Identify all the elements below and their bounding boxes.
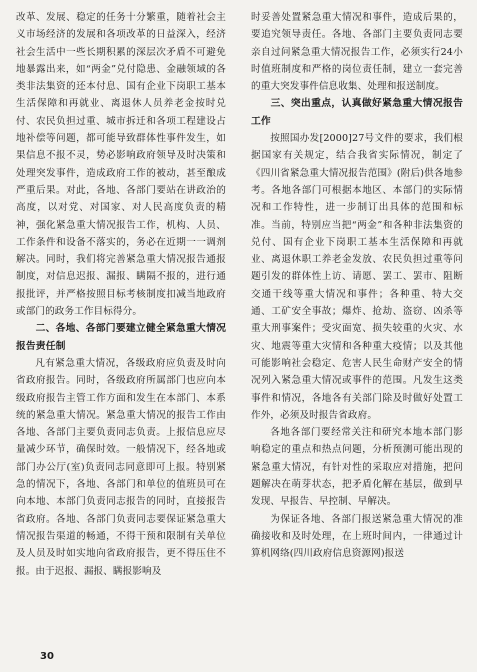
right-column <box>251 9 463 563</box>
paragraph: 按照国办发[2000]27号文件的要求，我们根据国家有关规定，结合我省实际情况，制定了《四川省紧急重大情况报告范围》(附后)供各地参考。各地各部门可根据本地区、本部门的实际情况和工作特性，进一步制订出具体的范围和标准。当前，特别应当把“两金”和各种非法集资的兑付、国有企业下岗职工基本生活保障和再就业、离退休职工养老金发放、农民负担过重等问题引发的群体性上访、请愿、罢工、罢市、阻断交通干线等重大情况和事件；各种重、特大交通、工矿安全事故；爆炸、抢劫、盗窃、凶杀等重大刑事案件；受灾面宽、损失较重的火灾、水灾、地震等重大灾情和各种重大疫情；以及其他可能影响社会稳定、危害人民生命财产安全的情况列入紧急重大情况或事件的范围。凡发生这类事件和情况，各地各有关部门除及时做好处置工作外，必须及时报告省政府。 <box>251 133 463 421</box>
paragraph: 改革、发展、稳定的任务十分繁重，随着社会主义市场经济的发展和各项改革的日益深入，经济社会生活中一些长期积累的深层次矛盾不可避免地暴露出来，如“两金”兑付隐患、金融领域的各类非法集资的还本付息、国有企业下岗职工基本生活保障和再就业、离退休人员养老金按时兑付、农民负担过重、城市拆迁和各项工程建设占地补偿等问题，都可能导致群体性事件发生，如果信息不报不灵，势必影响政府领导及时决策和处理突发事件，造成政府工作的被动，甚至酿成严重后果。对此，各地、各部门要站在讲政治的高度，以对党、对国家、对人民高度负责的精神，强化紧急重大情况报告工作，机构、人员、工作条件和设备不落实的，务必在近期一一调剂解决。同时，我们将完善紧急重大情况报告通报制度，对信息迟报、漏报、瞒隔不报的，进行通报批评，并严格按照目标考核制度扣减当地政府或部门的政务工作目标得分。 <box>16 12 226 318</box>
paragraph: 时妥善处置紧急重大情况和事件，造成后果的，要追究领导责任。各地、各部门主要负责同志要亲自过问紧急重大情况报告工作，必须实行24小时值班制度和严格的岗位责任制，建立一套完善的重大突发事件信息收集、处理和报送制度。 <box>251 12 463 93</box>
paragraph: 各地各部门要经常关注和研究本地本部门影响稳定的重点和热点问题，分析预测可能出现的紧急重大情况，有针对性的采取应对措施，把问题解决在萌芽状态，把矛盾化解在基层，做到早发现、早报告、早控制、早解决。 <box>251 427 463 508</box>
page-number: 30 <box>40 651 54 662</box>
paragraph: 凡有紧急重大情况，各级政府应负责及时向省政府报告。同时，各级政府所属部门也应向本级政府报告主管工作方面和发生在本部门、本系统的紧急重大情况。紧急重大情况的报告工作由各地、各部门主要负责同志负责。上报信息应尽量减少环节，确保时效。一般情况下，经各地或部门办公厅(室)负责同志同意即可上报。特别紧急的情况下，各地、各部门和单位的值班员可在向本地、本部门负责同志报告的同时，直接报告省政府。各地、各部门负责同志要保证紧急重大情况报告渠道的畅通，不得干预和限制有关单位及人员及时如实地向省政府报告，更不得压住不报。由于迟报、漏报、瞒报影响及 <box>16 357 226 577</box>
section-heading: 三、突出重点，认真做好紧急重大情况报告工作 <box>251 98 463 127</box>
paragraph: 为保证各地、各部门报送紧急重大情况的准确接收和及时处理，在上班时间内，一律通过计算机网络(四川政府信息资源网)报送 <box>251 513 463 560</box>
section-heading: 二、各地、各部门要建立健全紧急重大情况报告责任制 <box>16 323 226 352</box>
left-column <box>16 9 226 580</box>
